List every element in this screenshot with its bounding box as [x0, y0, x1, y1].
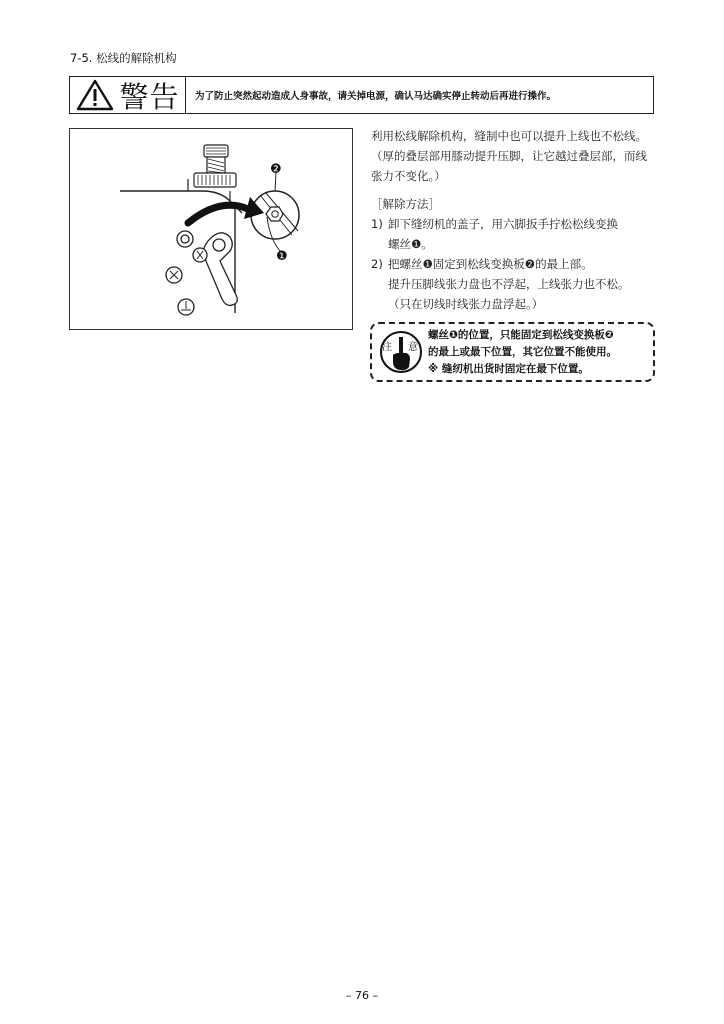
caution-line: 的最上或最下位置，其它位置不能使用。 — [428, 345, 617, 358]
caution-text — [424, 327, 617, 378]
warning-box — [69, 76, 654, 114]
step-item — [371, 214, 656, 254]
step-item — [371, 254, 656, 314]
pointer-arrow — [188, 205, 248, 223]
instructions-column — [371, 126, 656, 314]
caution-line: ※ 缝纫机出货时固定在最下位置。 — [428, 362, 589, 375]
page-number: – 76 – — [346, 989, 378, 1002]
caution-box — [370, 322, 655, 382]
step-line: 提升压脚线张力盘也不浮起，上线张力也不松。 — [388, 277, 630, 291]
mechanism-illustration — [70, 129, 354, 331]
warning-text: 为了防止突然起动造成人身事故，请关掉电源，确认马达确实停止转动后再进行操作。 — [195, 91, 557, 102]
tension-bolt — [194, 145, 236, 187]
warning-triangle-icon — [75, 78, 115, 112]
figure-label-1: ❶ — [276, 249, 288, 264]
method-heading: ［解除方法］ — [371, 197, 440, 211]
caution-char-1: 注 — [382, 342, 392, 353]
step-line: （只在切线时线张力盘浮起。） — [388, 297, 544, 311]
warning-header — [70, 77, 186, 113]
caution-char-2: 意 — [408, 342, 418, 353]
step-number: 2) — [371, 257, 383, 271]
step-line: 把螺丝❶固定到松线变换板❷的最上部。 — [388, 257, 593, 271]
step-number: 1) — [371, 217, 383, 231]
section-title: 7-5. 松线的解除机构 — [70, 51, 177, 65]
caution-line: 螺丝❶的位置，只能固定到松线变换板❷ — [428, 328, 614, 341]
lever-mechanism — [166, 231, 237, 315]
mechanism-figure — [69, 128, 353, 330]
figure-label-2: ❷ — [270, 162, 282, 177]
step-line: 卸下缝纫机的盖子，用六脚扳手拧松松线变换 — [388, 217, 618, 231]
machine-body-outline — [120, 191, 242, 213]
caution-hand-icon — [378, 329, 424, 375]
step-line: 螺丝❶。 — [388, 237, 433, 251]
warning-word: 警告 — [119, 79, 180, 114]
intro-paragraph: 利用松线解除机构，缝制中也可以提升上线也不松线。（厚的叠层部用膝动提升压脚，让它越过叠层部，而线张力不变化。） — [371, 129, 647, 183]
